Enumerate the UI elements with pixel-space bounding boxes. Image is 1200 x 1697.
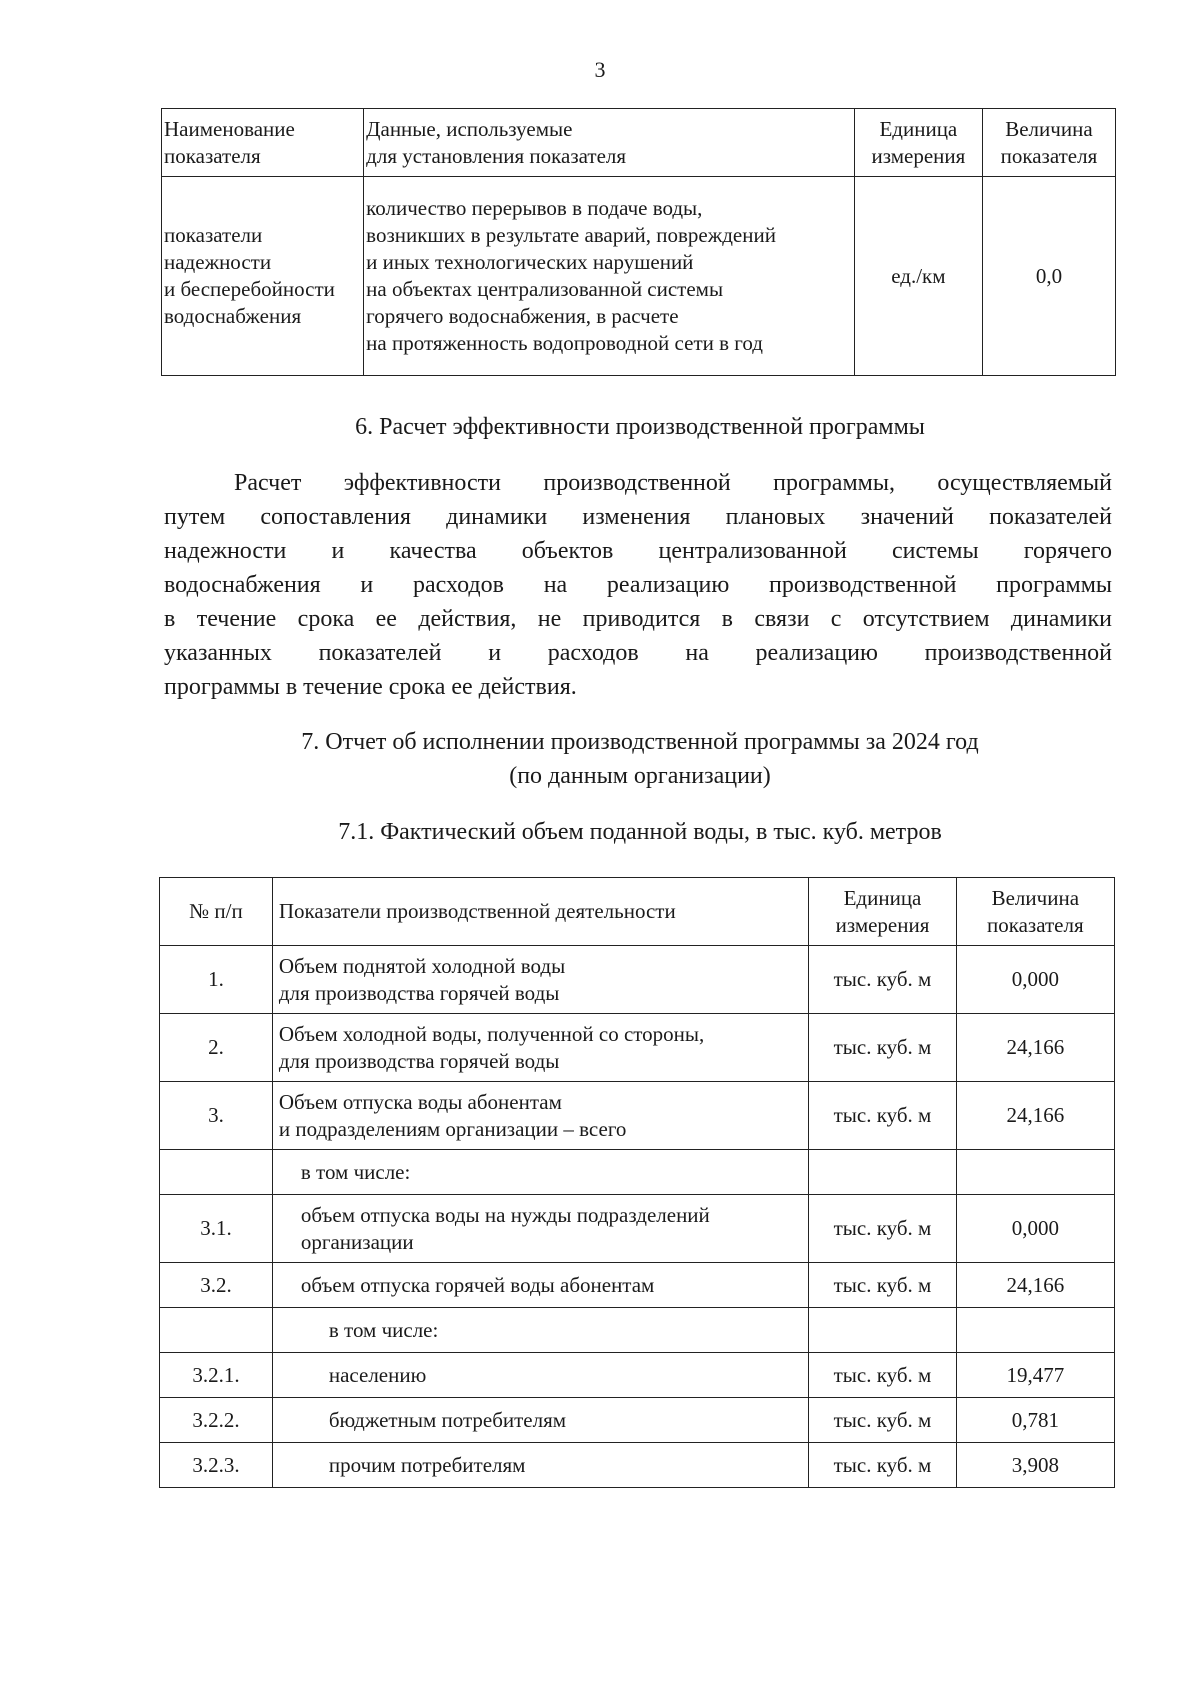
table-header-row xyxy=(162,109,1116,177)
page-number: 3 xyxy=(594,57,606,82)
header-indicator: Показатели производственной деятельности xyxy=(272,878,808,946)
row-indicator: прочим потребителям xyxy=(272,1443,808,1488)
row-num: 3.2.3. xyxy=(160,1443,273,1488)
row-indicator: Объем поднятой холодной воды для производства горячей воды xyxy=(272,946,808,1014)
row-value: 24,166 xyxy=(956,1263,1114,1308)
row-unit: тыс. куб. м xyxy=(809,1443,956,1488)
row-num: 1. xyxy=(160,946,273,1014)
row-value: 0,000 xyxy=(956,1195,1114,1263)
row-unit: тыс. куб. м xyxy=(809,1195,956,1263)
row-unit: тыс. куб. м xyxy=(809,1353,956,1398)
row-value xyxy=(956,1150,1114,1195)
table-row xyxy=(160,946,1115,1014)
header-value: Величина показателя xyxy=(956,878,1114,946)
table-row xyxy=(160,1150,1115,1195)
table-row xyxy=(160,1353,1115,1398)
table-row xyxy=(162,177,1116,376)
row-indicator: объем отпуска воды на нужды подразделений организации xyxy=(272,1195,808,1263)
row-unit: тыс. куб. м xyxy=(809,1398,956,1443)
section-7-1-heading: 7.1. Фактический объем поданной воды, в тыс. куб. метров xyxy=(338,819,942,845)
header-unit: Единица измерения xyxy=(854,109,982,177)
header-unit: Единица измерения xyxy=(809,878,956,946)
header-source-data: Данные, используемые для установления показателя xyxy=(364,109,855,177)
row-value: 19,477 xyxy=(956,1353,1114,1398)
row-value: 0,000 xyxy=(956,946,1114,1014)
row-unit: тыс. куб. м xyxy=(809,1082,956,1150)
row-num: 3.2.2. xyxy=(160,1398,273,1443)
row-unit: тыс. куб. м xyxy=(809,1263,956,1308)
row-unit: тыс. куб. м xyxy=(809,1014,956,1082)
header-value: Величина показателя xyxy=(982,109,1115,177)
row-unit xyxy=(809,1308,956,1353)
row-value: 3,908 xyxy=(956,1443,1114,1488)
row-unit: тыс. куб. м xyxy=(809,946,956,1014)
section-6-heading: 6. Расчет эффективности производственной программы xyxy=(355,414,925,440)
unit-cell: ед./км xyxy=(854,177,982,376)
row-num: 3.2.1. xyxy=(160,1353,273,1398)
row-value: 24,166 xyxy=(956,1082,1114,1150)
section-6-paragraph: Расчет эффективности производственной программы, осуществляемый путем сопоставления динамики изменения плановых значений показателей надежности и качества объектов централизованной системы горячего водоснабжения и расходов на реализацию производственной программы в течение срока ее действия, не приводится в связи с отсутствием динамики указанных показателей и расходов на реализацию производственной программы в течение срока ее действия. xyxy=(164,470,1112,700)
row-indicator: бюджетным потребителям xyxy=(272,1398,808,1443)
row-num: 3. xyxy=(160,1082,273,1150)
table-header-row xyxy=(160,878,1115,946)
row-indicator: в том числе: xyxy=(272,1150,808,1195)
table-row xyxy=(160,1082,1115,1150)
section-7-heading: 7. Отчет об исполнении производственной программы за 2024 год (по данным организации) xyxy=(301,729,979,789)
row-indicator: в том числе: xyxy=(272,1308,808,1353)
source-data-cell: количество перерывов в подаче воды, возникших в результате аварий, повреждений и иных технологических нарушений на объектах централизованной системы горячего водоснабжения, в расчете на протяженность водопроводной сети в год xyxy=(364,177,855,376)
row-value: 0,781 xyxy=(956,1398,1114,1443)
row-num: 3.1. xyxy=(160,1195,273,1263)
table-row xyxy=(160,1195,1115,1263)
row-num: 2. xyxy=(160,1014,273,1082)
header-num: № п/п xyxy=(160,878,273,946)
table-row xyxy=(160,1014,1115,1082)
row-indicator: населению xyxy=(272,1353,808,1398)
row-value: 24,166 xyxy=(956,1014,1114,1082)
indicator-name-cell: показатели надежности и бесперебойности водоснабжения xyxy=(162,177,364,376)
reliability-indicator-table xyxy=(161,108,1116,376)
row-indicator: Объем холодной воды, полученной со стороны, для производства горячей воды xyxy=(272,1014,808,1082)
row-num: 3.2. xyxy=(160,1263,273,1308)
row-indicator: Объем отпуска воды абонентам и подразделениям организации – всего xyxy=(272,1082,808,1150)
row-unit xyxy=(809,1150,956,1195)
table-row xyxy=(160,1443,1115,1488)
row-num xyxy=(160,1150,273,1195)
row-value xyxy=(956,1308,1114,1353)
value-cell: 0,0 xyxy=(982,177,1115,376)
table-row xyxy=(160,1308,1115,1353)
header-indicator-name: Наименование показателя xyxy=(162,109,364,177)
row-indicator: объем отпуска горячей воды абонентам xyxy=(272,1263,808,1308)
water-volume-table xyxy=(159,877,1115,1488)
table-row xyxy=(160,1263,1115,1308)
table-row xyxy=(160,1398,1115,1443)
row-num xyxy=(160,1308,273,1353)
